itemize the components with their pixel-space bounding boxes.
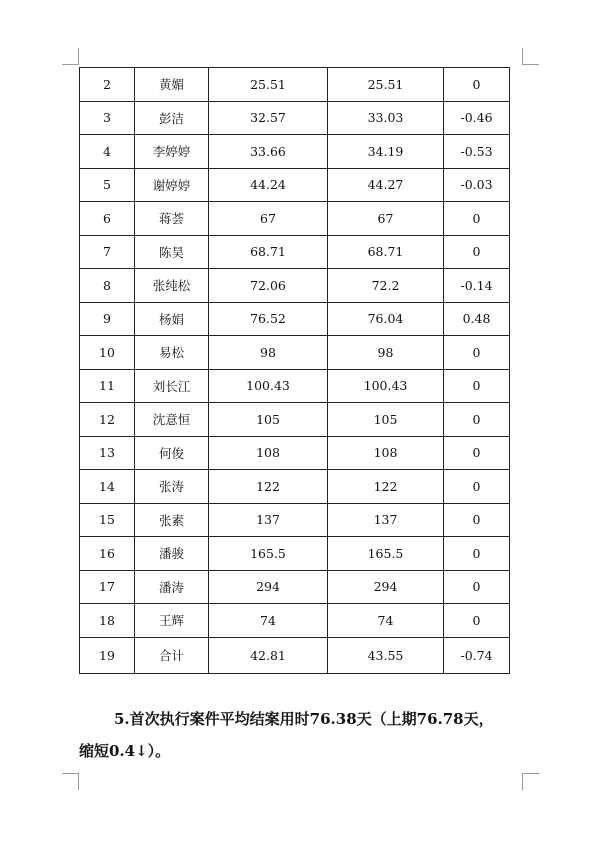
current-days-cell: 105 xyxy=(209,403,328,437)
current-days-cell: 98 xyxy=(209,336,328,370)
page-corner-mark-bottom-right xyxy=(522,773,539,790)
table-row xyxy=(80,235,510,269)
table-row xyxy=(80,570,510,604)
previous-days-cell: 33.03 xyxy=(328,101,444,135)
current-days-cell: 67 xyxy=(209,202,328,236)
judge-name-cell: 张纯松 xyxy=(135,269,209,303)
page-corner-mark-top-right xyxy=(522,48,539,65)
table-row xyxy=(80,269,510,303)
current-days-cell: 100.43 xyxy=(209,369,328,403)
table-row xyxy=(80,168,510,202)
judge-name-cell: 彭洁 xyxy=(135,101,209,135)
row-index-cell: 2 xyxy=(80,68,135,102)
row-index-cell: 11 xyxy=(80,369,135,403)
judge-name-cell: 李婷婷 xyxy=(135,135,209,169)
change-cell: 0 xyxy=(444,235,510,269)
current-days-cell: 108 xyxy=(209,436,328,470)
table-row xyxy=(80,369,510,403)
judge-name-cell: 黄媚 xyxy=(135,68,209,102)
row-index-cell: 14 xyxy=(80,470,135,504)
judge-name-cell: 何俊 xyxy=(135,436,209,470)
change-cell: 0 xyxy=(444,68,510,102)
current-days-cell: 44.24 xyxy=(209,168,328,202)
previous-days-cell: 44.27 xyxy=(328,168,444,202)
previous-days-cell: 105 xyxy=(328,403,444,437)
table-row xyxy=(80,503,510,537)
row-index-cell: 6 xyxy=(80,202,135,236)
row-index-cell: 8 xyxy=(80,269,135,303)
judge-name-cell: 张涛 xyxy=(135,470,209,504)
previous-days-cell: 68.71 xyxy=(328,235,444,269)
table-body xyxy=(80,68,510,674)
row-index-cell: 15 xyxy=(80,503,135,537)
previous-days-cell: 67 xyxy=(328,202,444,236)
table-row xyxy=(80,68,510,102)
change-cell: -0.74 xyxy=(444,637,510,673)
table-row xyxy=(80,436,510,470)
judge-name-cell: 合计 xyxy=(135,637,209,673)
row-index-cell: 19 xyxy=(80,637,135,673)
change-cell: 0 xyxy=(444,336,510,370)
change-cell: 0 xyxy=(444,470,510,504)
current-days-cell: 68.71 xyxy=(209,235,328,269)
current-days-cell: 165.5 xyxy=(209,537,328,571)
change-cell: 0 xyxy=(444,202,510,236)
table-row xyxy=(80,202,510,236)
page-corner-mark-bottom-left xyxy=(62,773,79,790)
previous-days-cell: 74 xyxy=(328,604,444,638)
table-row xyxy=(80,604,510,638)
judge-name-cell: 陈昊 xyxy=(135,235,209,269)
current-days-cell: 32.57 xyxy=(209,101,328,135)
previous-days-cell: 43.55 xyxy=(328,637,444,673)
change-cell: -0.03 xyxy=(444,168,510,202)
previous-days-cell: 165.5 xyxy=(328,537,444,571)
row-index-cell: 17 xyxy=(80,570,135,604)
current-days-cell: 74 xyxy=(209,604,328,638)
row-index-cell: 12 xyxy=(80,403,135,437)
row-index-cell: 5 xyxy=(80,168,135,202)
judge-name-cell: 刘长江 xyxy=(135,369,209,403)
row-index-cell: 16 xyxy=(80,537,135,571)
previous-days-cell: 100.43 xyxy=(328,369,444,403)
row-index-cell: 3 xyxy=(80,101,135,135)
previous-days-cell: 294 xyxy=(328,570,444,604)
change-cell: 0 xyxy=(444,369,510,403)
row-index-cell: 10 xyxy=(80,336,135,370)
previous-days-cell: 34.19 xyxy=(328,135,444,169)
row-index-cell: 9 xyxy=(80,302,135,336)
table-row xyxy=(80,101,510,135)
table-row xyxy=(80,537,510,571)
case-duration-table xyxy=(79,67,510,674)
current-days-cell: 76.52 xyxy=(209,302,328,336)
row-index-cell: 18 xyxy=(80,604,135,638)
row-index-cell: 13 xyxy=(80,436,135,470)
table-row xyxy=(80,403,510,437)
change-cell: 0.48 xyxy=(444,302,510,336)
change-cell: 0 xyxy=(444,503,510,537)
table-row xyxy=(80,637,510,673)
judge-name-cell: 王辉 xyxy=(135,604,209,638)
current-days-cell: 33.66 xyxy=(209,135,328,169)
judge-name-cell: 潘涛 xyxy=(135,570,209,604)
current-days-cell: 294 xyxy=(209,570,328,604)
current-days-cell: 72.06 xyxy=(209,269,328,303)
table-row xyxy=(80,336,510,370)
row-index-cell: 4 xyxy=(80,135,135,169)
change-cell: -0.53 xyxy=(444,135,510,169)
table-row xyxy=(80,302,510,336)
change-cell: 0 xyxy=(444,436,510,470)
change-cell: 0 xyxy=(444,403,510,437)
change-cell: -0.46 xyxy=(444,101,510,135)
table-row xyxy=(80,135,510,169)
previous-days-cell: 98 xyxy=(328,336,444,370)
paragraph-line-1: 5.首次执行案件平均结案用时76.38天（上期76.78天， xyxy=(114,710,494,728)
table-row xyxy=(80,470,510,504)
page-corner-mark-top-left xyxy=(62,48,79,65)
change-cell: 0 xyxy=(444,537,510,571)
change-cell: 0 xyxy=(444,604,510,638)
previous-days-cell: 137 xyxy=(328,503,444,537)
row-index-cell: 7 xyxy=(80,235,135,269)
judge-name-cell: 谢婷婷 xyxy=(135,168,209,202)
judge-name-cell: 杨娟 xyxy=(135,302,209,336)
previous-days-cell: 108 xyxy=(328,436,444,470)
previous-days-cell: 122 xyxy=(328,470,444,504)
current-days-cell: 42.81 xyxy=(209,637,328,673)
judge-name-cell: 易松 xyxy=(135,336,209,370)
previous-days-cell: 76.04 xyxy=(328,302,444,336)
change-cell: 0 xyxy=(444,570,510,604)
previous-days-cell: 25.51 xyxy=(328,68,444,102)
judge-name-cell: 潘骏 xyxy=(135,537,209,571)
judge-name-cell: 沈意恒 xyxy=(135,403,209,437)
judge-name-cell: 张素 xyxy=(135,503,209,537)
current-days-cell: 137 xyxy=(209,503,328,537)
paragraph-line-2: 缩短0.4↓）。 xyxy=(79,742,171,760)
judge-name-cell: 蒋荟 xyxy=(135,202,209,236)
current-days-cell: 122 xyxy=(209,470,328,504)
current-days-cell: 25.51 xyxy=(209,68,328,102)
previous-days-cell: 72.2 xyxy=(328,269,444,303)
change-cell: -0.14 xyxy=(444,269,510,303)
